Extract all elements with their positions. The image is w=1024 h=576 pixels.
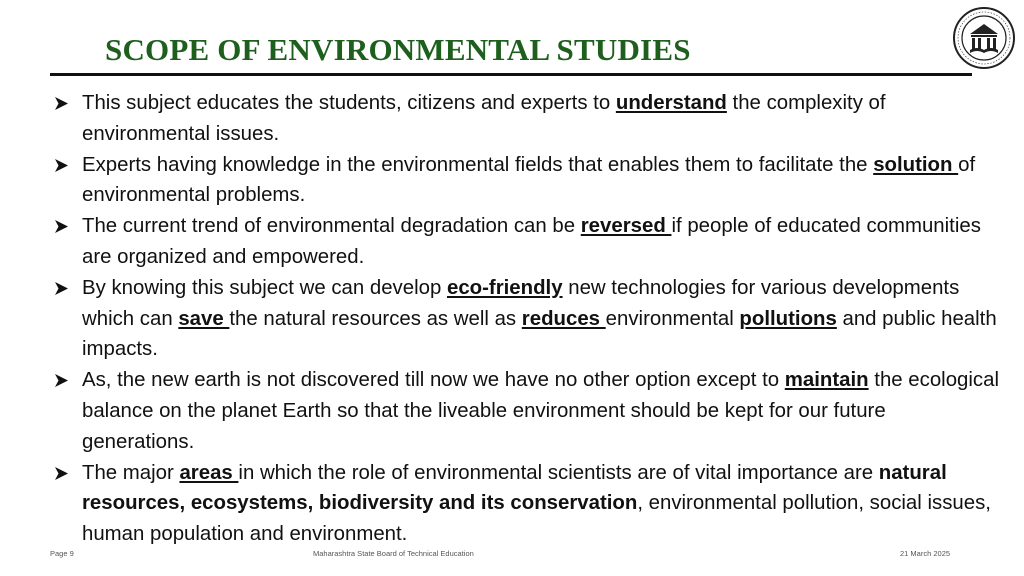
- footer-date: 21 March 2025: [900, 549, 951, 558]
- bullet-text-run: the natural resources as well as: [229, 307, 522, 330]
- bullet-text-run: and public health impacts.: [82, 307, 997, 361]
- arrowhead-bullet-icon: [54, 96, 69, 111]
- emphasis-bold: natural resources, ecosystems, biodiversity and its conservation: [82, 461, 947, 515]
- bullet-text-run: The major: [82, 461, 180, 484]
- bullet-text-run: in which the role of environmental scientists are of vital importance are: [238, 461, 879, 484]
- footer-organization: Maharashtra State Board of Technical Education: [313, 549, 474, 558]
- title-underline-divider: [50, 73, 972, 76]
- arrowhead-bullet-icon: [54, 219, 69, 234]
- emphasis-underlined: understand: [615, 92, 727, 114]
- bullet-text-run: By knowing this subject we can develop: [82, 276, 447, 299]
- bullet-text-run: environmental: [605, 307, 740, 330]
- bullet-text-run: , environmental pollution, social issues, human population and environment.: [82, 492, 991, 546]
- emphasis-underlined: reversed: [580, 215, 672, 238]
- bullet-item: [52, 211, 1000, 273]
- arrowhead-bullet-icon: [54, 373, 69, 388]
- bullet-text-run: Experts having knowledge in the environmental fields that enables them to facilitate the: [82, 153, 874, 176]
- emphasis-underlined: pollutions: [739, 307, 837, 330]
- bullet-text-run: of environmental problems.: [82, 153, 976, 207]
- arrowhead-bullet-icon: [54, 281, 69, 296]
- arrowhead-bullet-icon: [54, 466, 69, 481]
- bullet-text: [82, 277, 997, 361]
- emphasis-underlined: maintain: [784, 369, 869, 392]
- emphasis-underlined: save: [178, 307, 230, 330]
- emphasis-underlined: solution: [873, 153, 959, 176]
- bullet-text-run: if people of educated communities are organized and empowered.: [82, 215, 981, 268]
- bullet-item: [52, 150, 1000, 212]
- bullet-item: [52, 458, 1000, 550]
- bullet-item: [52, 88, 1000, 150]
- page-title: SCOPE OF ENVIRONMENTAL STUDIES: [105, 32, 691, 67]
- board-logo-icon: [952, 6, 1016, 70]
- bullet-text: [82, 369, 999, 453]
- emphasis-underlined: areas: [179, 461, 239, 484]
- bullet-text-run: the ecological balance on the planet Earth so that the liveable environment should be kept for our future generations.: [82, 369, 999, 453]
- bullet-text-run: the complexity of environmental issues.: [82, 92, 886, 145]
- bullet-item: [52, 273, 1000, 365]
- bullet-text-run: The current trend of environmental degradation can be: [82, 215, 581, 238]
- arrowhead-bullet-icon: [54, 158, 69, 173]
- bullet-text-run: new technologies for various developments which can: [82, 276, 960, 330]
- bullet-list: [52, 88, 1000, 550]
- bullet-text: [82, 154, 975, 207]
- emphasis-underlined: reduces: [521, 307, 606, 330]
- emphasis-underlined: eco-friendly: [446, 276, 563, 299]
- bullet-text: [82, 215, 981, 268]
- bullet-text: [82, 92, 886, 145]
- bullet-item: [52, 365, 1000, 457]
- bullet-text-run: As, the new earth is not discovered till now we have no other option except to: [82, 369, 785, 392]
- footer-page-number: Page 9: [50, 549, 74, 558]
- bullet-text: [82, 462, 991, 546]
- bullet-text-run: This subject educates the students, citizens and experts to: [82, 92, 616, 114]
